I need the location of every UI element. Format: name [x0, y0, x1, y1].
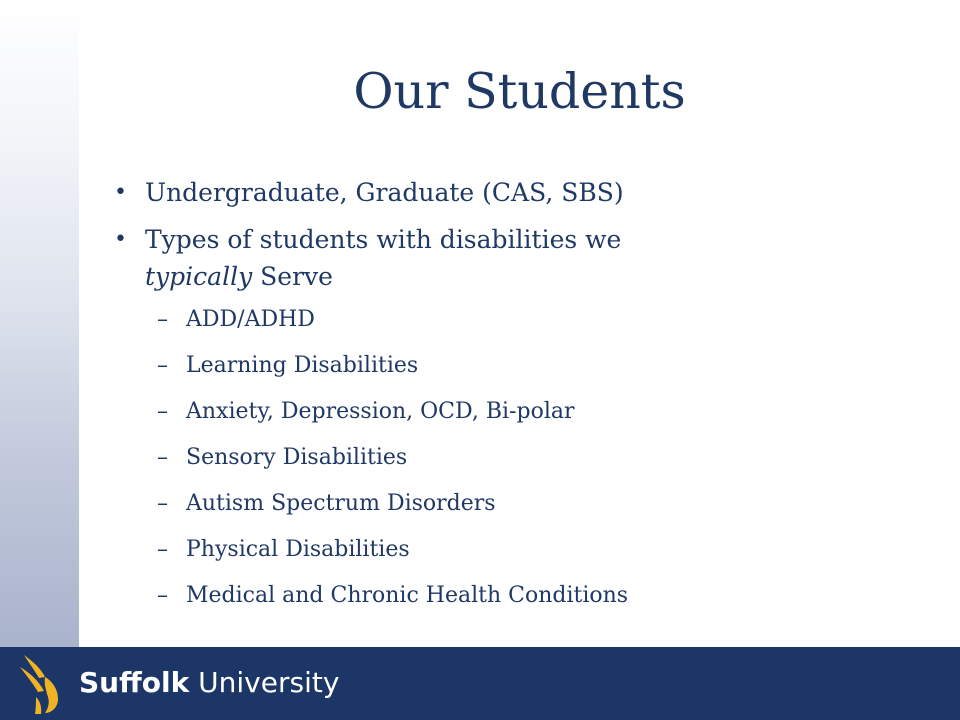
sub-item — [110, 305, 940, 334]
dash-marker: – — [157, 399, 168, 424]
dash-marker: – — [157, 537, 168, 562]
sub-item — [110, 581, 940, 610]
bullet-text-rest: Serve — [252, 262, 333, 291]
bullet-text: Undergraduate, Graduate (CAS, SBS) — [145, 178, 624, 207]
sub-item — [110, 351, 940, 380]
slide-title: Our Students — [353, 63, 686, 120]
bullet-item — [110, 174, 940, 211]
slide-content — [110, 174, 940, 627]
sub-item — [110, 489, 940, 518]
sub-item-text: Sensory Disabilities — [186, 445, 408, 470]
bullet-text-line1: Types of students with disabilities we — [145, 225, 622, 254]
sub-item — [110, 397, 940, 426]
bullet-text-italic: typically — [145, 262, 253, 291]
suffolk-ram-icon — [18, 647, 68, 720]
dash-marker: – — [157, 491, 168, 516]
sub-item-text: Learning Disabilities — [186, 353, 419, 378]
wordmark-rest: University — [189, 666, 340, 699]
sub-item-text: Physical Disabilities — [186, 537, 410, 562]
footer-bar — [0, 647, 960, 720]
left-gradient-bar — [0, 0, 79, 647]
wordmark-bold: Suffolk — [79, 666, 190, 699]
dash-marker: – — [157, 307, 168, 332]
bullet-text-line2 — [145, 262, 333, 291]
bullet-marker: • — [114, 227, 127, 252]
bullet-item — [110, 221, 940, 295]
sub-item — [110, 443, 940, 472]
dash-marker: – — [157, 445, 168, 470]
sub-item-text: Anxiety, Depression, OCD, Bi-polar — [186, 399, 575, 424]
sub-item-text: Autism Spectrum Disorders — [186, 491, 496, 516]
bullet-marker: • — [114, 180, 127, 205]
sub-item-text: Medical and Chronic Health Conditions — [186, 583, 629, 608]
sub-item — [110, 535, 940, 564]
sub-item-text: ADD/ADHD — [186, 307, 315, 332]
dash-marker: – — [157, 583, 168, 608]
dash-marker: – — [157, 353, 168, 378]
university-wordmark — [79, 665, 339, 701]
